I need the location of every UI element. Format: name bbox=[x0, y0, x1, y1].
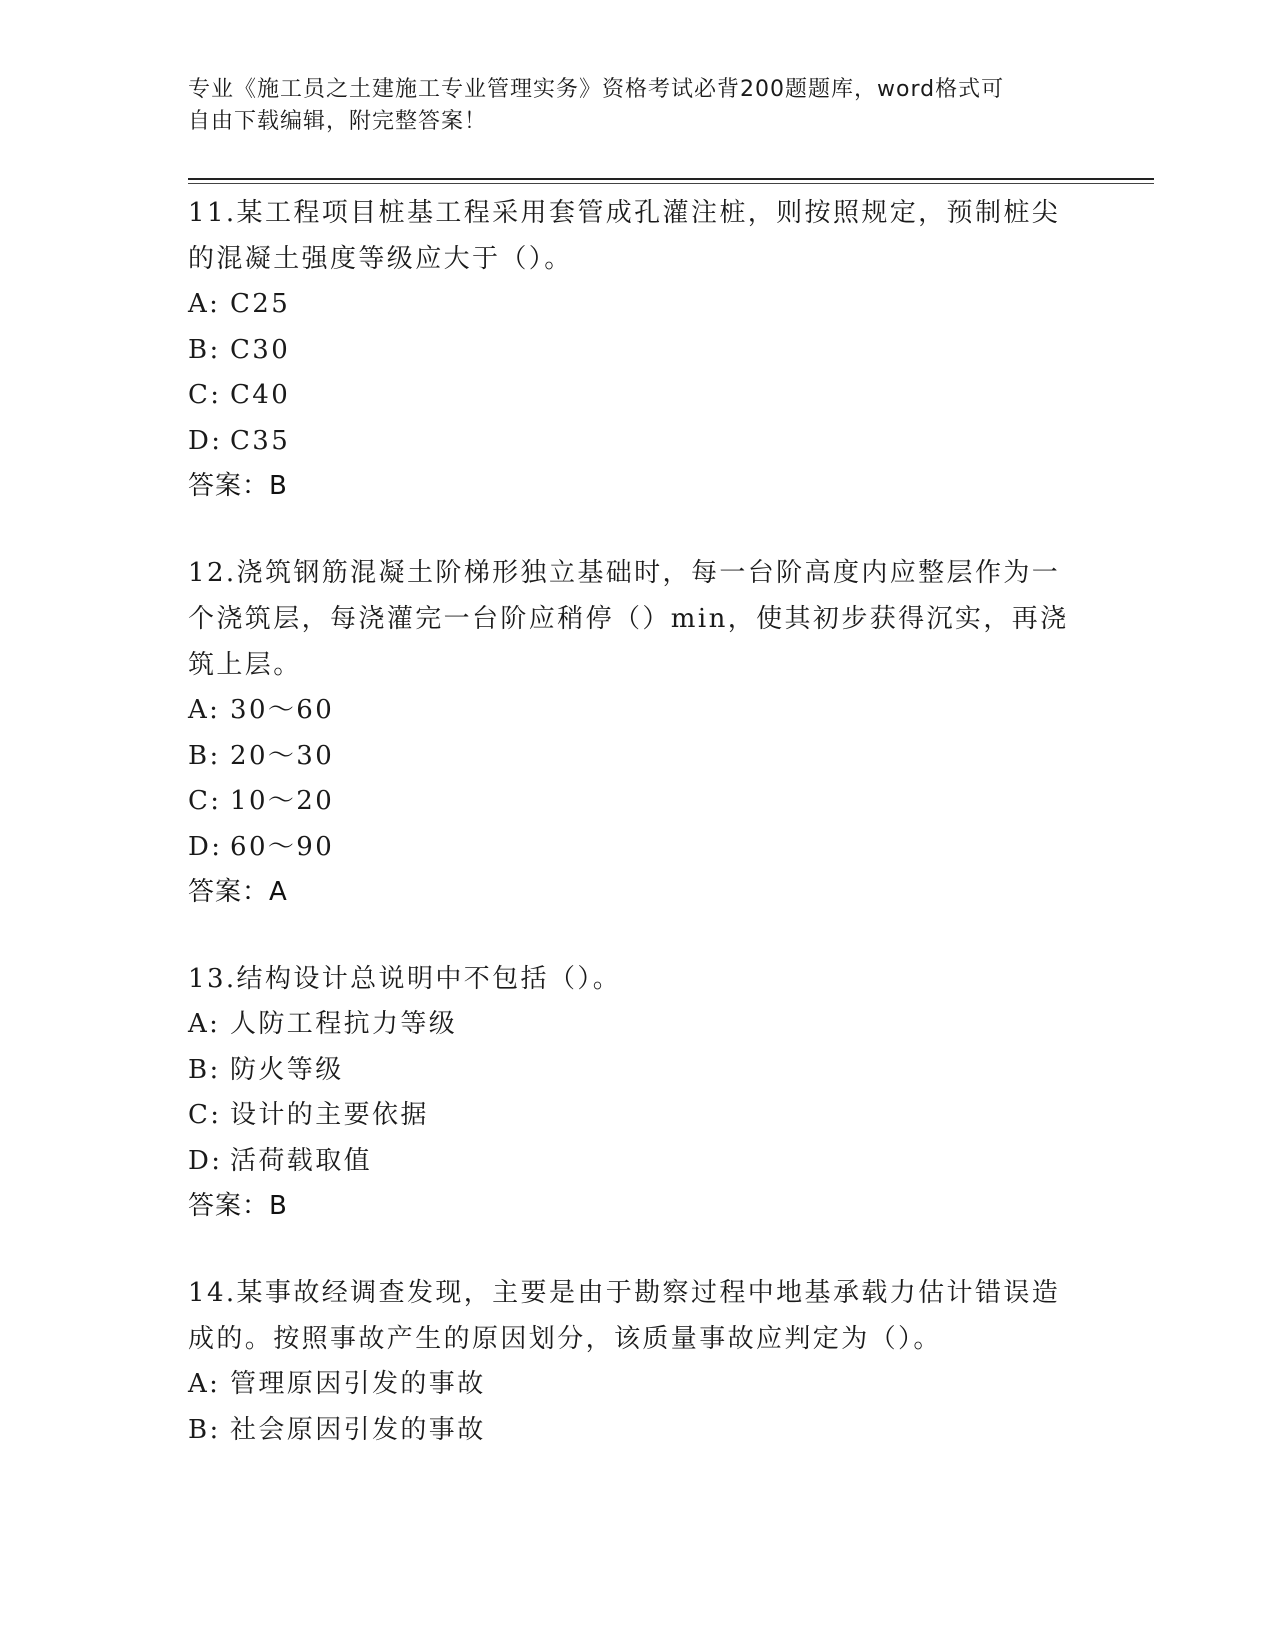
question-stem-line: 12.浇筑钢筋混凝土阶梯形独立基础时，每一台阶高度内应整层作为一 bbox=[188, 558, 1061, 588]
option-text: 活荷载取值 bbox=[230, 1145, 373, 1176]
option-label: C: bbox=[188, 1100, 222, 1130]
option-label: B: bbox=[188, 1054, 221, 1085]
answer: 答案：A bbox=[188, 877, 288, 907]
option-label: B: bbox=[188, 334, 221, 365]
option-b bbox=[188, 328, 1088, 374]
option-b bbox=[188, 1048, 1088, 1094]
option-text: 30～60 bbox=[230, 695, 335, 725]
answer: 答案：B bbox=[188, 1191, 288, 1221]
option-text: C40 bbox=[230, 380, 291, 410]
option-c bbox=[188, 1093, 1088, 1139]
option-text: 20～30 bbox=[230, 740, 335, 771]
header-line-2: 自由下载编辑，附完整答案！ bbox=[188, 109, 488, 134]
option-text: 管理原因引发的事故 bbox=[230, 1369, 486, 1399]
question-list bbox=[188, 190, 1088, 1495]
option-c bbox=[188, 373, 1088, 419]
option-a bbox=[188, 1362, 1088, 1408]
answer: 答案：B bbox=[188, 471, 288, 501]
question-stem-line: 14.某事故经调查发现，主要是由于勘察过程中地基承载力估计错误造 bbox=[188, 1278, 1061, 1308]
option-text: 60～90 bbox=[230, 831, 335, 862]
option-text: 人防工程抗力等级 bbox=[230, 1009, 458, 1039]
question-14 bbox=[188, 1270, 1088, 1453]
option-a bbox=[188, 282, 1088, 328]
option-label: A: bbox=[188, 695, 221, 725]
option-text: 10～20 bbox=[230, 786, 335, 816]
question-stem-line: 的混凝土强度等级应大于（）。 bbox=[188, 244, 573, 274]
question-stem-line: 筑上层。 bbox=[188, 650, 302, 680]
option-text: 设计的主要依据 bbox=[230, 1100, 429, 1130]
option-label: D: bbox=[188, 831, 223, 862]
question-11 bbox=[188, 190, 1088, 508]
option-d bbox=[188, 419, 1088, 465]
option-label: A: bbox=[188, 289, 221, 319]
option-c bbox=[188, 779, 1088, 825]
question-12 bbox=[188, 550, 1088, 914]
option-text: C35 bbox=[230, 425, 291, 456]
option-text: C25 bbox=[230, 289, 291, 319]
option-label: C: bbox=[188, 380, 222, 410]
option-d bbox=[188, 825, 1088, 871]
option-a bbox=[188, 1002, 1088, 1048]
option-label: C: bbox=[188, 786, 222, 816]
option-d bbox=[188, 1139, 1088, 1185]
option-label: B: bbox=[188, 1414, 221, 1445]
header-line-1: 专业《施工员之土建施工专业管理实务》资格考试必背200题题库，word格式可 bbox=[188, 77, 1005, 102]
option-label: A: bbox=[188, 1369, 221, 1399]
option-text: C30 bbox=[230, 334, 291, 365]
header-divider-thin bbox=[188, 183, 1154, 184]
option-b bbox=[188, 1408, 1088, 1454]
document-header bbox=[188, 74, 1068, 138]
option-label: D: bbox=[188, 425, 223, 456]
option-label: A: bbox=[188, 1009, 221, 1039]
question-stem-line: 成的。按照事故产生的原因划分，该质量事故应判定为（）。 bbox=[188, 1324, 942, 1354]
question-stem-line: 11.某工程项目桩基工程采用套管成孔灌注桩，则按照规定，预制桩尖 bbox=[188, 198, 1061, 228]
header-divider-thick bbox=[188, 178, 1154, 180]
question-stem-line: 个浇筑层，每浇灌完一台阶应稍停（）min，使其初步获得沉实，再浇 bbox=[188, 604, 1069, 634]
option-text: 社会原因引发的事故 bbox=[230, 1414, 486, 1445]
option-label: D: bbox=[188, 1145, 223, 1176]
option-a bbox=[188, 688, 1088, 734]
option-label: B: bbox=[188, 740, 221, 771]
option-b bbox=[188, 734, 1088, 780]
question-stem-line: 13.结构设计总说明中不包括（）。 bbox=[188, 964, 622, 994]
option-text: 防火等级 bbox=[230, 1054, 344, 1085]
question-13 bbox=[188, 956, 1088, 1228]
